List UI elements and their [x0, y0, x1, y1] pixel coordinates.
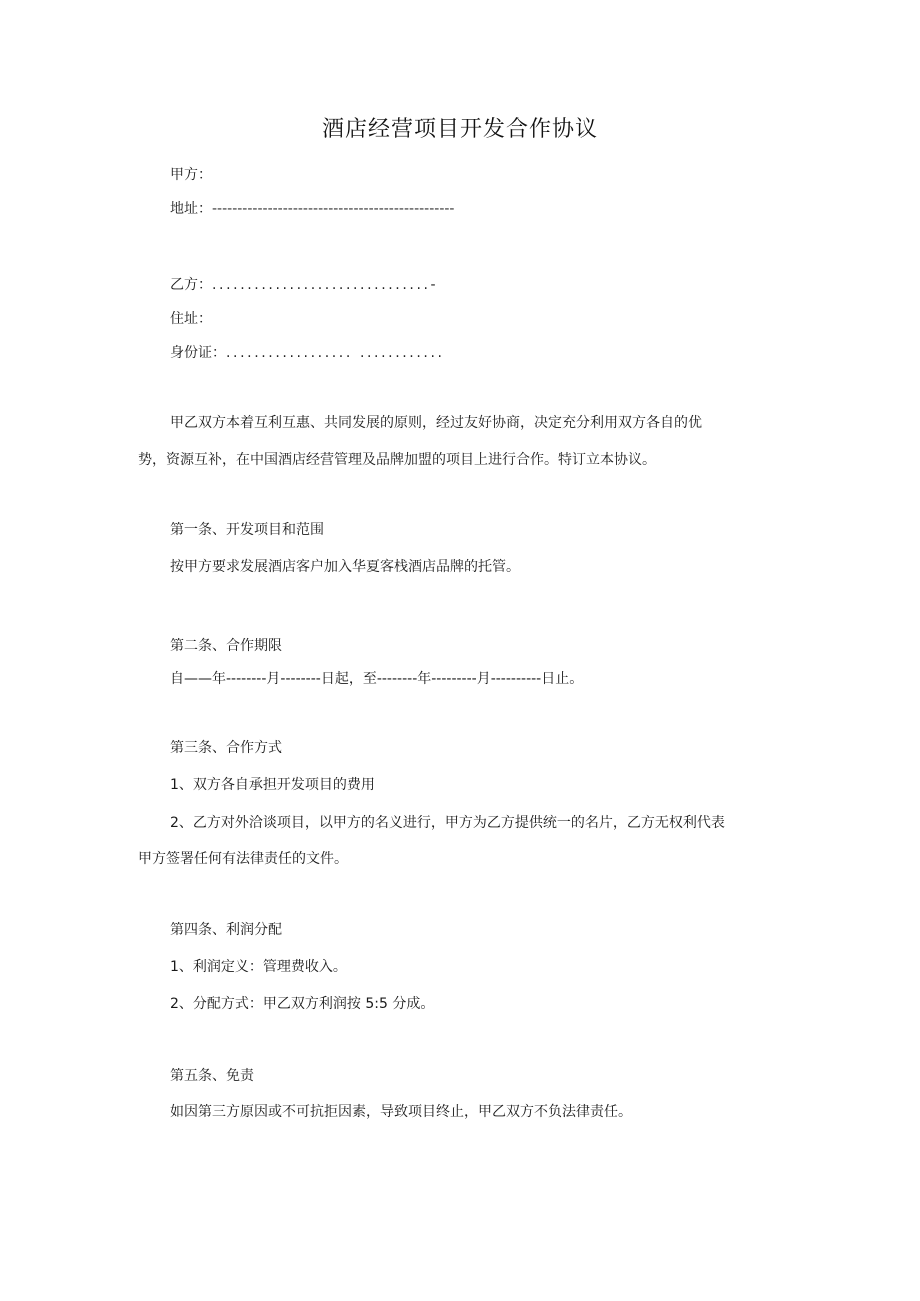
article-2-text: 自——年--------月--------日起，至--------年---------月----------日止。: [170, 671, 584, 687]
party-b-label: 乙方：: [170, 277, 212, 293]
article-4-item-2: 2、分配方式：甲乙双方利润按 5:5 分成。: [170, 996, 435, 1012]
party-a-address: [170, 199, 454, 219]
party-b-label-line: [170, 275, 438, 295]
party-b-label-fill: ...............................-: [212, 277, 439, 293]
party-b-id-label: 身份证：: [170, 345, 226, 361]
document-title: 酒店经营项目开发合作协议: [321, 117, 598, 142]
party-a-label: 甲方：: [170, 167, 212, 183]
article-1-text: 按甲方要求发展酒店客户加入华夏客栈酒店品牌的托管。: [170, 559, 520, 575]
article-4-item-1: 1、利润定义：管理费收入。: [170, 959, 347, 975]
party-b-id-fill: .................. ............: [226, 345, 445, 361]
article-2-heading: 第二条、合作期限: [170, 638, 282, 654]
article-4-heading: 第四条、利润分配: [170, 922, 282, 938]
preamble-line-1: 甲乙双方本着互利互惠、共同发展的原则，经过友好协商，决定充分利用双方各自的优: [170, 415, 702, 431]
article-1-heading: 第一条、开发项目和范围: [170, 522, 324, 538]
article-5-text: 如因第三方原因或不可抗拒因素，导致项目终止，甲乙双方不负法律责任。: [170, 1104, 632, 1120]
party-b-address-label: 住址：: [170, 311, 212, 327]
article-3-item-2-line-2: 甲方签署任何有法律责任的文件。: [138, 851, 348, 867]
article-5-heading: 第五条、免责: [170, 1068, 254, 1084]
party-a-address-label: 地址：: [170, 201, 212, 217]
party-a-address-fill: ------------------------------------------------: [212, 201, 455, 217]
preamble-line-2: 势，资源互补，在中国酒店经营管理及品牌加盟的项目上进行合作。特订立本协议。: [138, 452, 656, 468]
article-3-item-2-line-1: 2、乙方对外洽谈项目，以甲方的名义进行，甲方为乙方提供统一的名片，乙方无权利代表: [170, 815, 725, 831]
article-3-heading: 第三条、合作方式: [170, 740, 282, 756]
party-b-id-line: [170, 343, 445, 363]
article-3-item-1: 1、双方各自承担开发项目的费用: [170, 777, 375, 793]
